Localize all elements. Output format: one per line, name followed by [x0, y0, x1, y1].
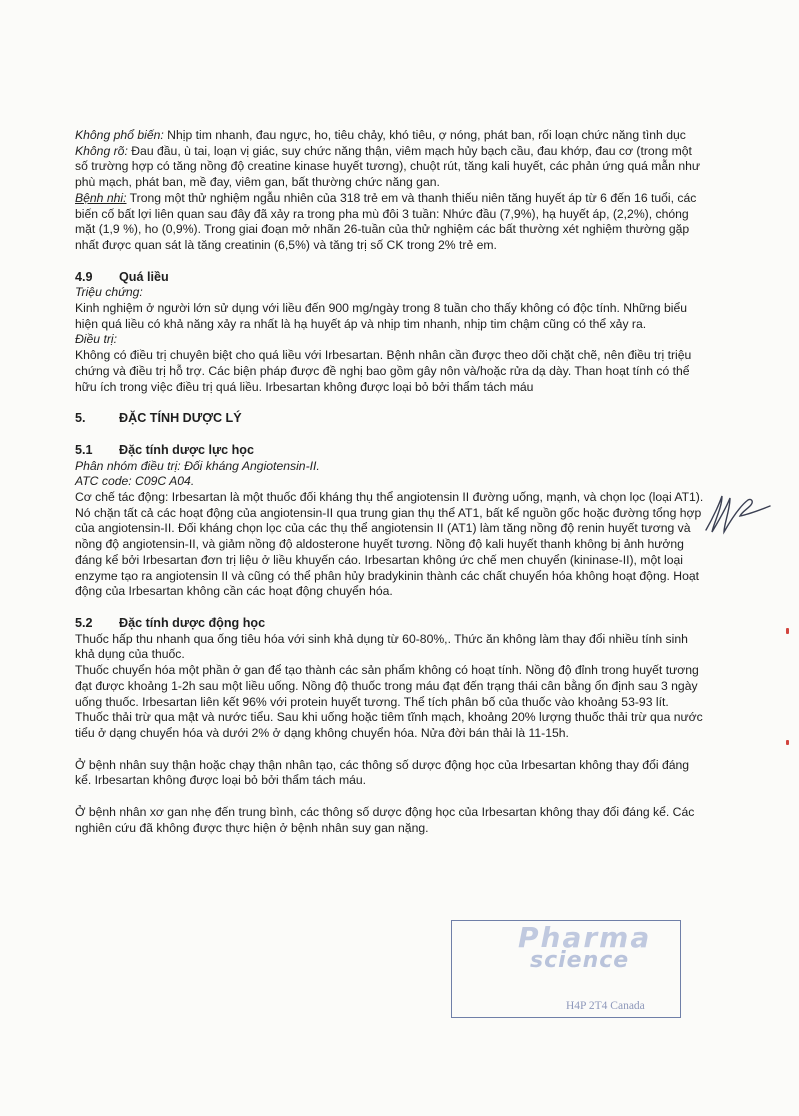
uncommon-effects-text: Nhịp tim nhanh, đau ngực, ho, tiêu chảy, khó tiêu, ợ nóng, phát ban, rối loạn chức năng tình dục [163, 128, 686, 142]
section-number: 5.1 [75, 442, 93, 457]
stamp-logo-subtext: science [530, 948, 630, 973]
section-heading-pharmacodynamics [75, 443, 705, 459]
section-number: 5.2 [75, 615, 93, 630]
pediatric-effects-paragraph [75, 191, 705, 254]
hepatic-text: Ở bệnh nhân xơ gan nhẹ đến trung bình, các thông số dược động học của Irbesartan không thay đổi đáng kể. Các nghiên cứu đã không được thực hiện ở bệnh nhân suy gan nặng. [75, 805, 695, 835]
section-heading-pharmacology [75, 411, 705, 427]
document-body [75, 128, 705, 836]
section-title: Đặc tính dược động học [119, 615, 266, 630]
metabolism-text: Thuốc chuyển hóa một phần ở gan để tạo thành các sản phẩm không có hoạt tính. Nồng độ đỉnh trong huyết tương đạt được khoảng 1-2h sau một liều uống. Nồng độ thuốc trong máu đạt đến trạng thái cân bằng ổn định sau 3 ngày uống thuốc. Irbesartan liên kết 96% với protein huyết tương. Thể tích phân bố của thuốc vào khoảng 53-93 lít. [75, 663, 699, 709]
absorption-text: Thuốc hấp thu nhanh qua ống tiêu hóa với sinh khả dụng từ 60-80%,. Thức ăn không làm thay đổi nhiều tính sinh khả dụng của thuốc. [75, 631, 688, 662]
therapeutic-group: Phân nhóm điều trị: Đối kháng Angiotensin-II. [75, 458, 320, 473]
scan-mark [786, 740, 789, 745]
unknown-effects-text: Đau đầu, ù tai, loạn vị giác, suy chức năng thận, viêm mạch hủy bạch cầu, đau khớp, đau cơ (trong một số trường hợp có tăng nồng độ creatine kinase huyết tương), chuột rút, tăng kali huyết, các phản ứng quá mẫn như phù mạch, phát ban, mề đay, viêm gan, bất thường chức năng gan. [75, 143, 701, 190]
uncommon-effects-label: Không phổ biến: [75, 128, 164, 142]
elimination-text: Thuốc thải trừ qua mật và nước tiểu. Sau khi uống hoặc tiêm tĩnh mạch, khoảng 20% lượng thuốc thải trừ qua nước tiểu ở dạng chuyển hóa và dưới 2% ở dạng không chuyển hóa. Nửa đời bán thải là 11-15h. [75, 710, 703, 740]
scan-mark [786, 628, 789, 634]
treatment-text: Không có điều trị chuyên biệt cho quá liều với Irbesartan. Bệnh nhân cần được theo dõi chặt chẽ, nên điều trị triệu chứng và điều trị hỗ trợ. Các biện pháp được đề nghị bao gồm gây nôn và/hoặc rửa dạ dày. Than hoạt tính có thể hữu ích trong việc điều trị quá liều. Irbesartan không được loại bỏ bởi thẩm tách máu [75, 348, 692, 394]
section-number: 4.9 [75, 269, 93, 284]
section-heading-overdose [75, 270, 705, 286]
symptoms-label: Triệu chứng: [75, 285, 143, 300]
signature-mark [700, 488, 780, 538]
pediatric-effects-text: Trong một thử nghiệm ngẫu nhiên của 318 trẻ em và thanh thiếu niên tăng huyết áp từ 6 đến 16 tuổi, các biến cố bất lợi liên quan sau đây đã xảy ra trong pha mù đôi 3 tuần: Nhức đầu (7,9%), hạ huyết áp, (2,2%), chóng mặt (1,9 %), ho (0,9%). Trong giai đoạn mở nhãn 26-tuần của thử nghiệm các bất thường xét nghiệm thường gặp nhất được quan sát là tăng creatinin (6,5%) và tăng trị số CK trong 2% trẻ em. [75, 190, 697, 252]
section-title: Đặc tính dược lực học [119, 442, 254, 457]
uncommon-effects-paragraph [75, 128, 705, 144]
atc-code: ATC code: C09C A04. [75, 474, 195, 489]
stamp-logo-text: Pharma [518, 921, 652, 954]
pediatric-effects-label: Bệnh nhi: [75, 190, 127, 205]
unknown-effects-paragraph [75, 144, 705, 191]
symptoms-text: Kinh nghiệm ở người lớn sử dụng với liều đến 900 mg/ngày trong 8 tuần cho thấy không có độc tính. Những biểu hiện quá liều có khả năng xảy ra nhất là hạ huyết áp và nhịp tim nhanh, nhịp tim chậm cũng có thể xảy ra. [75, 301, 688, 331]
stamp-address: H4P 2T4 Canada [566, 1000, 645, 1012]
section-title: Quá liều [119, 269, 169, 284]
unknown-effects-label: Không rõ: [75, 143, 128, 158]
mechanism-text: Cơ chế tác động: Irbesartan là một thuốc đối kháng thụ thể angiotensin II đường uống, mạnh, và chọn lọc (loại AT1). Nó chặn tất cả các hoạt động của angiotensin-II qua trung gian thụ thể AT1, bất kể nguồn gốc hoặc đường tổng hợp của angiotensin-II. Đối kháng chọn lọc của các thụ thể angiotensin II (AT1) làm tăng nồng độ renin huyết tương và nồng độ angiotensin-II, và giảm nồng độ aldosterone huyết tương. Nồng độ kali huyết thanh không bị ảnh hưởng đáng kể bởi Irbesartan đơn trị liệu ở liều khuyến cáo. Irbesartan không ức chế men chuyển (kininase-II), một loại enzyme tạo ra angiotensin II và cũng có thể phân hủy bradykinin thành các chất chuyển hóa không hoạt động. Hoạt động của Irbesartan không cần các hoạt động chuyển hóa. [75, 490, 704, 599]
section-number: 5. [75, 411, 86, 426]
section-title: ĐẶC TÍNH DƯỢC LÝ [119, 411, 242, 426]
section-heading-pharmacokinetics [75, 616, 705, 632]
renal-text: Ở bệnh nhân suy thận hoặc chạy thận nhân tạo, các thông số dược động học của Irbesartan không thay đổi đáng kể. Irbesartan không được loại bỏ bởi thẩm tách máu. [75, 757, 690, 788]
treatment-label: Điều trị: [75, 332, 117, 347]
